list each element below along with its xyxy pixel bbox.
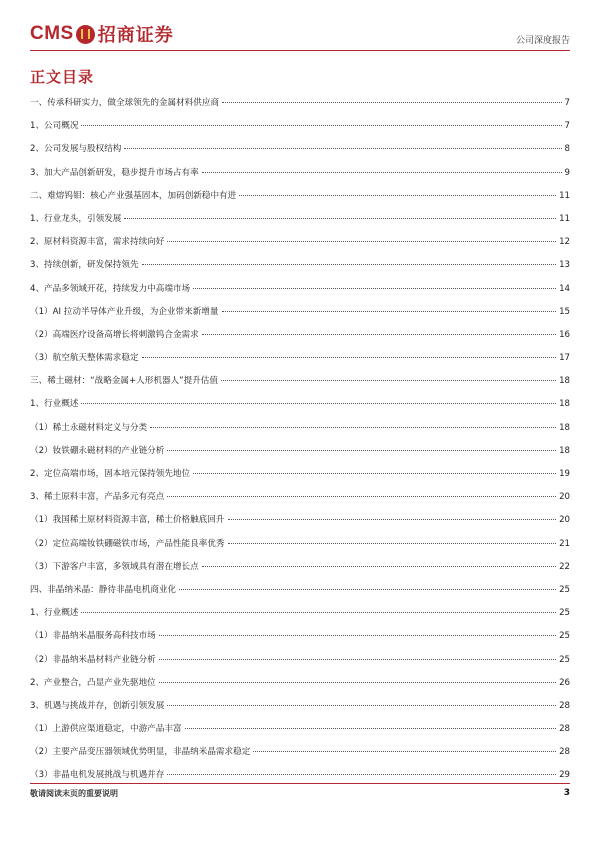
toc-entry[interactable] [30, 119, 570, 142]
toc-entry-text: 2、定位高端市场，固本培元保持领先地位 [30, 469, 191, 479]
toc-entry-text: （1）稀土永磁材料定义与分类 [30, 422, 148, 433]
company-logo [30, 18, 174, 50]
toc-dot-leader [81, 612, 556, 613]
toc-entry[interactable] [30, 467, 570, 490]
toc-entry-page: 25 [559, 584, 570, 595]
toc-entry[interactable] [30, 374, 570, 397]
toc-dot-leader [253, 751, 556, 752]
toc-entry-page: 12 [559, 237, 570, 248]
toc-entry-page: 11 [559, 190, 570, 201]
toc-entry-text: 1、行业概述 [30, 608, 79, 619]
toc-entry-text: （2）高端医疗设备高增长将刺激钨合金需求 [30, 329, 199, 340]
toc-entry-page: 18 [559, 422, 570, 433]
toc-entry-text: （2）非晶纳米晶材料产业链分析 [30, 654, 156, 665]
toc-entry-page: 7 [564, 98, 570, 108]
toc-entry-text: （3）非晶电机发展挑战与机遇并存 [30, 770, 165, 781]
toc-entry-text: 二、难熔钨钼：核心产业强基固本，加码创新稳中有进 [30, 190, 237, 201]
toc-dot-leader [167, 450, 556, 451]
toc-entry-text: 四、非晶纳米晶：静待非晶电机商业化 [30, 584, 177, 595]
toc-entry-page: 26 [559, 677, 570, 688]
toc-entry-text: 2、产业整合，凸显产业先驱地位 [30, 677, 156, 688]
toc-dot-leader [222, 102, 561, 103]
toc-dot-leader [159, 659, 556, 660]
toc-entry-page: 22 [559, 561, 570, 572]
toc-entry-page: 15 [559, 306, 570, 317]
toc-dot-leader [167, 774, 556, 775]
toc-entry-text: 2、原材料资源丰富，需求持续向好 [30, 237, 165, 248]
toc-dot-leader [167, 496, 556, 497]
toc-entry-text: （2）主要产品变压器领域优势明显，非晶纳米晶需求稳定 [30, 747, 251, 758]
toc-entry[interactable] [30, 189, 570, 212]
toc-entry-page: 28 [559, 700, 570, 711]
toc-dot-leader [202, 172, 562, 173]
toc-dot-leader [142, 357, 556, 358]
toc-entry-page: 18 [559, 445, 570, 456]
toc-dot-leader [142, 264, 556, 265]
toc-dot-leader [159, 635, 556, 636]
toc-entry[interactable] [30, 235, 570, 258]
toc-entry-text: 3、机遇与挑战并存，创新引领发展 [30, 700, 165, 711]
toc-entry-text: （1）AI 拉动半导体产业升级，为企业带来新增量 [30, 306, 219, 317]
toc-entry[interactable] [30, 676, 570, 699]
toc-title: 正文目录 [30, 68, 95, 86]
toc-entry[interactable] [30, 142, 570, 165]
toc-dot-leader [239, 195, 556, 196]
toc-entry[interactable] [30, 212, 570, 235]
toc-entry-page: 21 [559, 538, 570, 549]
toc-dot-leader [124, 218, 556, 219]
report-type-label: 公司深度报告 [515, 36, 570, 46]
toc-entry-text: （1）上游供应渠道稳定，中游产品丰富 [30, 724, 182, 735]
toc-entry[interactable] [30, 96, 570, 119]
toc-entry[interactable] [30, 653, 570, 676]
toc-entry[interactable] [30, 444, 570, 467]
toc-entry-page: 9 [564, 167, 570, 178]
toc-entry-page: 8 [564, 144, 570, 155]
header-divider [30, 50, 570, 51]
toc-entry-text: 3、稀土原料丰富，产品多元有亮点 [30, 492, 165, 503]
toc-entry-text: （2）定位高端钕铁硼磁铁市场，产品性能良率优秀 [30, 538, 225, 549]
toc-dot-leader [81, 125, 561, 126]
toc-entry[interactable] [30, 629, 570, 652]
toc-entry[interactable] [30, 328, 570, 351]
toc-dot-leader [81, 403, 556, 404]
page-number: 3 [563, 788, 570, 798]
toc-dot-leader [159, 682, 556, 683]
toc-entry[interactable] [30, 583, 570, 606]
toc-entry-page: 25 [559, 608, 570, 619]
toc-entry-page: 28 [559, 747, 570, 758]
toc-entry[interactable] [30, 166, 570, 189]
toc-entry[interactable] [30, 606, 570, 629]
toc-dot-leader [193, 288, 556, 289]
toc-entry-text: （1）非晶纳米晶服务高科技市场 [30, 631, 156, 642]
toc-dot-leader [202, 566, 556, 567]
toc-dot-leader [193, 473, 556, 474]
footer-disclaimer: 敬请阅读末页的重要说明 [30, 789, 118, 798]
toc-dot-leader [221, 380, 556, 381]
toc-entry[interactable] [30, 351, 570, 374]
toc-entry-text: （2）钕铁硼永磁材料的产业链分析 [30, 445, 165, 456]
toc-entry[interactable] [30, 490, 570, 513]
toc-entry[interactable] [30, 258, 570, 281]
toc-entry[interactable] [30, 537, 570, 560]
toc-dot-leader [228, 543, 557, 544]
toc-entry-page: 16 [559, 329, 570, 340]
toc-entry-page: 17 [559, 353, 570, 364]
toc-entry-text: （3）下游客户丰富，多领域具有潜在增长点 [30, 561, 199, 572]
toc-entry[interactable] [30, 282, 570, 305]
toc-entry[interactable] [30, 722, 570, 745]
footer-divider [30, 783, 570, 784]
toc-entry-page: 14 [559, 283, 570, 294]
toc-entry-text: （1）我国稀土原材料资源丰富，稀土价格触底回升 [30, 515, 225, 526]
toc-dot-leader [150, 427, 556, 428]
toc-entry-page: 20 [559, 515, 570, 526]
toc-dot-leader [222, 311, 557, 312]
toc-entry[interactable] [30, 305, 570, 328]
table-of-contents [30, 96, 570, 792]
toc-entry-page: 11 [559, 213, 570, 224]
toc-entry-text: （3）航空航天整体需求稳定 [30, 353, 139, 364]
toc-entry-text: 3、加大产品创新研发，稳步提升市场占有率 [30, 167, 199, 178]
toc-entry-text: 1、行业龙头，引领发展 [30, 213, 122, 224]
toc-dot-leader [185, 728, 557, 729]
toc-entry-page: 25 [559, 631, 570, 642]
toc-entry-text: 三、稀土磁材：“战略金属+人形机器人”提升估值 [30, 376, 218, 387]
toc-entry-text: 1、行业概述 [30, 399, 79, 410]
logo-chinese-text: 招商证券 [97, 25, 174, 46]
toc-entry-page: 18 [559, 376, 570, 387]
toc-entry[interactable] [30, 745, 570, 768]
toc-entry-page: 25 [559, 654, 570, 665]
logo-emblem-icon [76, 25, 95, 44]
toc-dot-leader [167, 705, 556, 706]
toc-dot-leader [202, 334, 556, 335]
toc-entry[interactable] [30, 397, 570, 420]
toc-entry-page: 18 [559, 399, 570, 410]
toc-entry-text: 2、公司发展与股权结构 [30, 144, 122, 155]
logo-latin-text: CMS [30, 23, 74, 44]
toc-dot-leader [124, 148, 561, 149]
toc-dot-leader [179, 589, 556, 590]
toc-entry[interactable] [30, 513, 570, 536]
toc-entry-page: 7 [564, 121, 570, 132]
toc-entry-page: 19 [559, 469, 570, 479]
toc-dot-leader [167, 241, 556, 242]
toc-entry-text: 一、传承科研实力，做全球领先的金属材料供应商 [30, 98, 220, 108]
toc-entry[interactable] [30, 421, 570, 444]
toc-entry-text: 1、公司概况 [30, 121, 79, 132]
toc-entry[interactable] [30, 560, 570, 583]
toc-entry-page: 29 [559, 770, 570, 781]
page-header [30, 18, 570, 52]
toc-entry[interactable] [30, 699, 570, 722]
toc-entry-page: 13 [559, 260, 570, 271]
toc-entry-page: 28 [559, 724, 570, 735]
toc-entry-text: 4、产品多领域开花，持续发力中高端市场 [30, 283, 191, 294]
toc-dot-leader [228, 519, 557, 520]
toc-entry-text: 3、持续创新，研发保持领先 [30, 260, 139, 271]
toc-entry-page: 20 [559, 492, 570, 503]
